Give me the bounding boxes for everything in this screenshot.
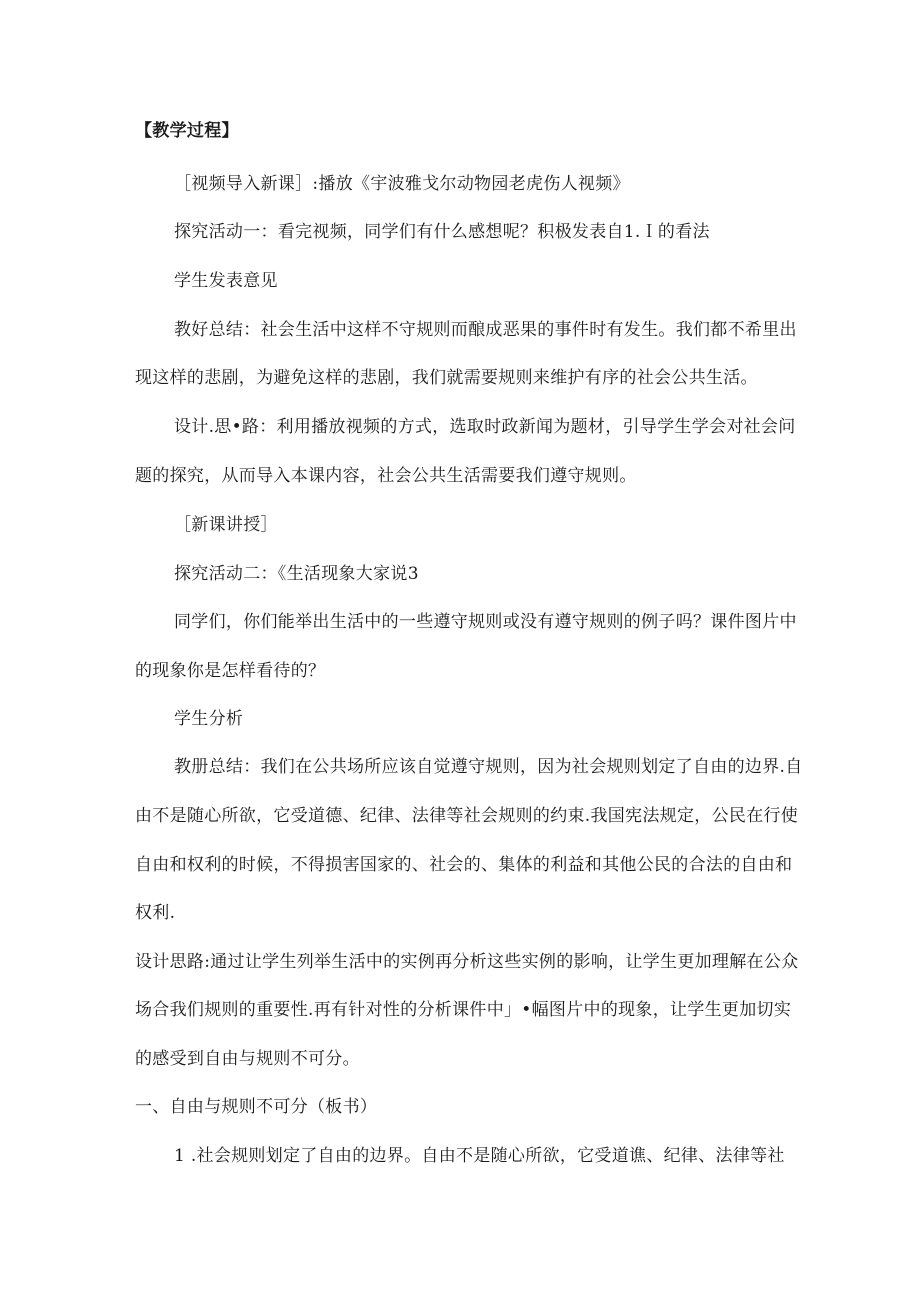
question-line: 的现象你是怎样看待的？ [135,661,326,681]
teacher-summary-line: 教好总结：社会生活中这样不守规则而酿成恶果的事件时有发生。我们都不希里出 [174,320,797,340]
teacher-summary-2-line: 自由和权利的时候，不得损害国家的、社会的、集体的利益和其他公民的合法的自由和 [135,855,793,875]
design-idea-2-line: 的感受到自由与规则不可分。 [135,1049,360,1069]
new-lesson-heading: ［新课讲授］ [174,515,278,535]
students-opinion: 学生发表意见 [174,271,278,291]
teacher-summary-2-line: 由不是随心所欲，它受道德、纪律、法律等社会规则的约束.我国宪法规定，公民在行使 [135,806,799,826]
section-heading: 【教学过程】 [135,121,239,141]
activity-two: 探究活动二：《生活现象大家说3 [174,564,419,584]
section-one-heading: 一、自由与规则不可分（板书） [135,1097,378,1117]
teacher-summary-line: 现这样的悲剧，为避免这样的悲剧，我们就需要规则来维护有序的社会公共生活。 [135,368,758,388]
design-idea-2-line: 场合我们规则的重要性.再有针对性的分析课件中」•幅图片中的现象，让学生更加切实 [135,1000,792,1020]
activity-one: 探究活动一：看完视频，同学们有什么感想呢？积极发表自1.Ｉ的看法 [174,222,710,242]
design-idea-line: 设计.思•路：利用播放视频的方式，选取时政新闻为题材，引导学生学会对社会问 [174,417,796,437]
teacher-summary-2-line: 教册总结：我们在公共场所应该自觉遵守规则，因为社会规则划定了自由的边界.自 [174,757,803,777]
teacher-summary-2-line: 权利. [135,903,176,923]
students-analysis: 学生分析 [174,709,244,729]
design-idea-line: 题的探究，从而导入本课内容，社会公共生活需要我们遵守规则。 [135,466,637,486]
question-line: 同学们，你们能举出生活中的一些遵守规则或没有遵守规则的例子吗？课件图片中 [174,612,797,632]
point-one: 1 .社会规则划定了自由的边界。自由不是随心所欲，它受道谯、纪律、法律等社 [174,1146,785,1166]
video-intro: ［视频导入新课］:播放《宇波雅戈尔动物园老虎伤人视频》 [174,174,630,194]
design-idea-2-line: 设计思路:通过让学生列举生活中的实例再分析这些实例的影响，让学生更加理解在公众 [135,952,799,972]
